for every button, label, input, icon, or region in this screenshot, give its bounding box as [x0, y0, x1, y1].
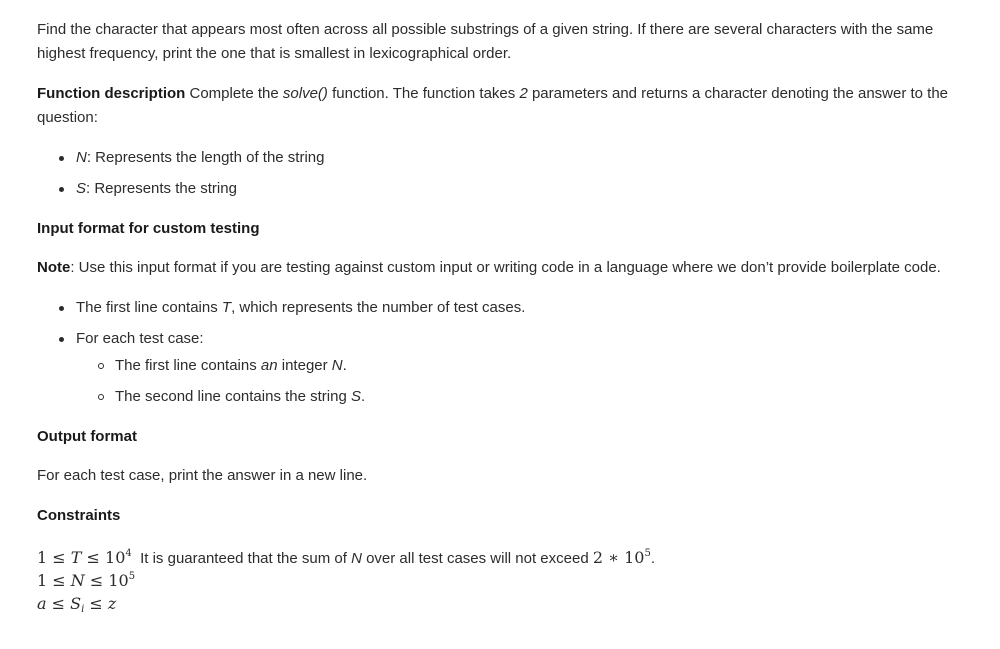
c3-rel1: ≤ [46, 594, 71, 613]
c2-exp: 5 [128, 571, 136, 582]
sum-math-exp: 5 [644, 548, 651, 559]
problem-content [37, 18, 967, 616]
function-name: solve() [282, 85, 328, 102]
sum-note-end: . [650, 550, 655, 567]
constraint-n-math [37, 571, 135, 590]
c3-var-a: a [37, 594, 47, 613]
list-item [37, 296, 967, 320]
c1-exp: 4 [125, 548, 132, 559]
fd-text-pre: Complete the [185, 85, 283, 102]
fd-text-mid: function. The function takes [327, 85, 520, 102]
sub2-post: . [361, 388, 366, 405]
sub2-var: S [350, 388, 361, 405]
output-format-text: For each test case, print the answer in a new line. [37, 467, 368, 484]
line1-var: T [221, 299, 232, 316]
list-item [37, 327, 967, 409]
param-list [37, 146, 967, 201]
param-desc: : Represents the length of the string [86, 149, 325, 166]
c1-rel: ≤ 10 [81, 548, 126, 567]
sub2-pre: The second line contains the string [115, 388, 351, 405]
sum-note-pre: It is guaranteed that the sum of [140, 550, 352, 567]
constraint-t-math [37, 548, 132, 567]
c2-lhs: 1 ≤ [37, 571, 71, 590]
sub1-mid: integer [277, 357, 332, 374]
line2-text: For each test case: [76, 330, 204, 347]
input-format-heading: Input format for custom testing [37, 220, 260, 237]
sum-note-var: N [351, 550, 362, 567]
input-format-list [37, 296, 967, 409]
sub1-var: N [331, 357, 343, 374]
problem-statement: Find the character that appears most often across all possible substrings of a given string. If there are several characters with the same highest frequency, print the one that is smallest in lexicographical order. [37, 21, 934, 62]
sub1-pre: The first line contains [115, 357, 261, 374]
output-format-heading: Output format [37, 428, 137, 445]
constraint-t [37, 547, 967, 570]
c3-var-s: S [70, 594, 82, 613]
constraints-heading: Constraints [37, 507, 121, 524]
fd-text-post: parameters and returns a character denoting the answer to the question: [37, 85, 949, 126]
param-desc: : Represents the string [86, 180, 237, 197]
line1-pre: The first line contains [76, 299, 222, 316]
c3-var-z: z [107, 594, 117, 613]
c2-rel: ≤ 10 [84, 571, 129, 590]
list-item [76, 354, 967, 378]
constraint-s [37, 593, 967, 616]
param-name: N [76, 149, 87, 166]
c3-rel2: ≤ [84, 594, 108, 613]
sub1-em: an [260, 357, 278, 374]
sub1-post: . [342, 357, 347, 374]
list-item [76, 385, 967, 409]
c1-lhs: 1 ≤ [37, 548, 71, 567]
test-case-list [76, 354, 967, 409]
param-name: S [76, 180, 87, 197]
list-item [37, 177, 967, 201]
sum-note-math [593, 548, 651, 567]
sum-note-mid: over all test cases will not exceed [361, 550, 593, 567]
constraint-n [37, 570, 967, 593]
function-description [37, 82, 967, 130]
c3-sub: i [81, 604, 85, 615]
note-label: Note [37, 259, 71, 276]
note-text: : Use this input format if you are testing against custom input or writing code in a language where we don’t provide boilerplate code. [70, 259, 941, 276]
param-count: 2 [519, 85, 528, 102]
input-note [37, 256, 967, 280]
c1-var: T [70, 548, 82, 567]
line1-post: , which represents the number of test cases. [231, 299, 526, 316]
constraint-s-math [37, 594, 116, 613]
c2-var: N [70, 571, 85, 590]
list-item [37, 146, 967, 170]
sum-math-base: 2 ∗ 10 [592, 548, 645, 567]
function-description-label: Function description [37, 85, 186, 102]
